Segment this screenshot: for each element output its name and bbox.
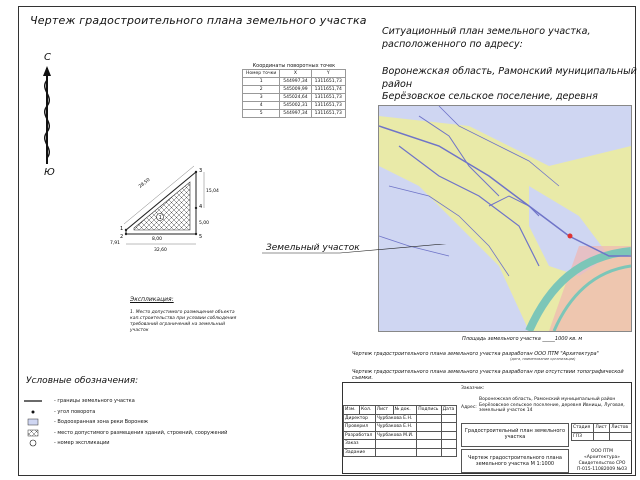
developer-sub: (дата, наименование организации) [510, 357, 576, 361]
explication-marker-label: 1 [158, 214, 162, 221]
dimension-label: 7,91 [110, 241, 121, 246]
stamp-signature-table [343, 405, 457, 457]
situation-map-graphic [379, 106, 631, 331]
coords-header-number: Номер точки [243, 70, 280, 78]
stamp-drawing-title: Чертеж градостроительного плана земельного участка М 1:1000 [461, 449, 569, 473]
compass-arrow-icon [36, 66, 58, 166]
developer-line: Чертеж градостроительного плана земельного участка разработан ООО ПТМ "Архитектура" [352, 351, 599, 357]
point-label: 2 [120, 234, 124, 240]
role-cell: Заказ [344, 440, 376, 449]
situation-title-line: расположенного по адресу: [382, 39, 523, 50]
table-row [344, 431, 457, 440]
zone-label: Земельный участок [266, 243, 360, 253]
role-cell: Разработал [344, 431, 376, 440]
compass-south-label: Ю [44, 167, 55, 178]
legend-item [24, 417, 227, 428]
stamp-header-cell: № док. [393, 406, 417, 415]
customer-label: Заказчик: [461, 386, 485, 391]
turn-point-icon [24, 408, 42, 416]
address-line: Берёзовское сельское поселение, деревня [382, 91, 598, 102]
compass-north-label: С [44, 52, 51, 63]
cell: 545024,64 [280, 94, 311, 102]
stamp-organization: ООО ПТМ «Архитектура» Свидетельство СРО П-015-11082009 №03 [577, 449, 627, 472]
allowed-zone-hatch [134, 182, 190, 230]
point-label: 4 [199, 204, 203, 210]
table-row [243, 94, 346, 102]
point-label: 5 [199, 234, 203, 240]
legend-item-label: - границы земельного участка [54, 398, 135, 405]
survey-line: Чертеж градостроительного плана земельного участка разработан при отсутствии топографической съемки. [352, 369, 624, 381]
stamp-header-cell: Изм. [344, 406, 360, 415]
table-row [344, 414, 457, 423]
legend-item [24, 396, 227, 407]
legend-item [24, 407, 227, 418]
cell: 544997,34 [280, 110, 311, 118]
legend [24, 396, 227, 449]
dimension-label: 5,00 [199, 221, 210, 226]
title-block [342, 382, 632, 474]
stamp-header-cell: Кол. [360, 406, 376, 415]
stage-value: ГПЗ [572, 432, 594, 441]
table-row [243, 102, 346, 110]
table-row [344, 448, 457, 457]
cell: 545009,99 [280, 86, 311, 94]
water-zone-icon [24, 418, 42, 426]
hatch-zone-icon [24, 429, 42, 437]
cell: 2 [243, 86, 280, 94]
table-row [344, 423, 457, 432]
cell: 544997,34 [280, 78, 311, 86]
dimension-label: 8,00 [152, 237, 163, 242]
name-cell: Чурбакова Е.Н. [375, 414, 416, 423]
cell: 545002,31 [280, 102, 311, 110]
table-row [243, 86, 346, 94]
explication-text: 1. Место допустимого размещения объекта кап.строительства при условии соблюдения требований ограничений на земельный участок [130, 310, 237, 333]
legend-title: Условные обозначения: [26, 376, 139, 386]
address-line: Воронежская область, Рамонский муниципальный район [382, 66, 637, 90]
cell: 1311651,73 [311, 110, 345, 118]
dimension-label: 15,04 [206, 189, 219, 194]
area-line: Площадь земельного участка _____1000 кв. м [462, 336, 583, 342]
cell: 1 [243, 78, 280, 86]
name-cell: Чурбакова М.И. [375, 431, 416, 440]
cell: 1311651,73 [311, 102, 345, 110]
point-label: 3 [199, 168, 203, 174]
legend-item [24, 428, 227, 439]
table-row [344, 440, 457, 449]
address-label: Адрес: [461, 405, 477, 410]
stage-header: Лист [594, 424, 610, 433]
stamp-address: Воронежская область, Рамонский муниципальный район Берёзовское сельское поселение, деревня Ивницы, Луговая, земельный участок 14 [479, 397, 625, 413]
table-row [243, 78, 346, 86]
plot-drawing [104, 160, 224, 268]
point-label: 1 [120, 226, 124, 232]
cell: 5 [243, 110, 280, 118]
stage-header: Листов [610, 424, 632, 433]
situation-map [378, 105, 632, 332]
stamp-header-cell: Дата [441, 406, 456, 415]
stage-header: Стадия [572, 424, 594, 433]
dimension-label: 28,50 [138, 177, 152, 190]
name-cell: Чурбакова Е.Н. [375, 423, 416, 432]
plot-location-marker [568, 234, 573, 239]
coords-header-y: Y [311, 70, 345, 78]
explication-title: Экспликация: [130, 296, 174, 303]
stamp-header-cell: Лист [375, 406, 393, 415]
stamp-doc-title: Градостроительный план земельного участка [461, 423, 569, 447]
cell: 4 [243, 102, 280, 110]
legend-item-label: - Водоохранная зона реки Воронеж [54, 419, 149, 426]
legend-item-label: - место допустимого размещения зданий, строений, сооружений [54, 429, 228, 436]
coordinates-caption: Координаты поворотных точек [252, 62, 336, 69]
legend-item-label: - номер экспликации [54, 440, 110, 447]
cell: 1311651,73 [311, 94, 345, 102]
role-cell: Проверил [344, 423, 376, 432]
coordinates-table [242, 62, 346, 118]
stamp-stage-table [571, 423, 632, 441]
stage-value [594, 432, 610, 441]
situation-plan-title [382, 25, 591, 51]
dimension-label: 32,60 [154, 248, 167, 253]
explication-number-icon [24, 439, 42, 447]
coords-header-x: X [280, 70, 311, 78]
legend-item [24, 438, 227, 449]
cell: 1311651,74 [311, 86, 345, 94]
role-cell: Задание [344, 448, 376, 457]
cell: 3 [243, 94, 280, 102]
situation-title-line: Ситуационный план земельного участка, [382, 26, 591, 37]
table-row [243, 110, 346, 118]
page-title: Чертеж градостроительного плана земельного участка [30, 14, 367, 27]
role-cell: Директор [344, 414, 376, 423]
boundary-line-icon [24, 397, 42, 405]
legend-item-label: - угол поворота [54, 408, 96, 415]
stage-value [610, 432, 632, 441]
cell: 1311651,73 [311, 78, 345, 86]
stamp-header-cell: Подпись [417, 406, 441, 415]
